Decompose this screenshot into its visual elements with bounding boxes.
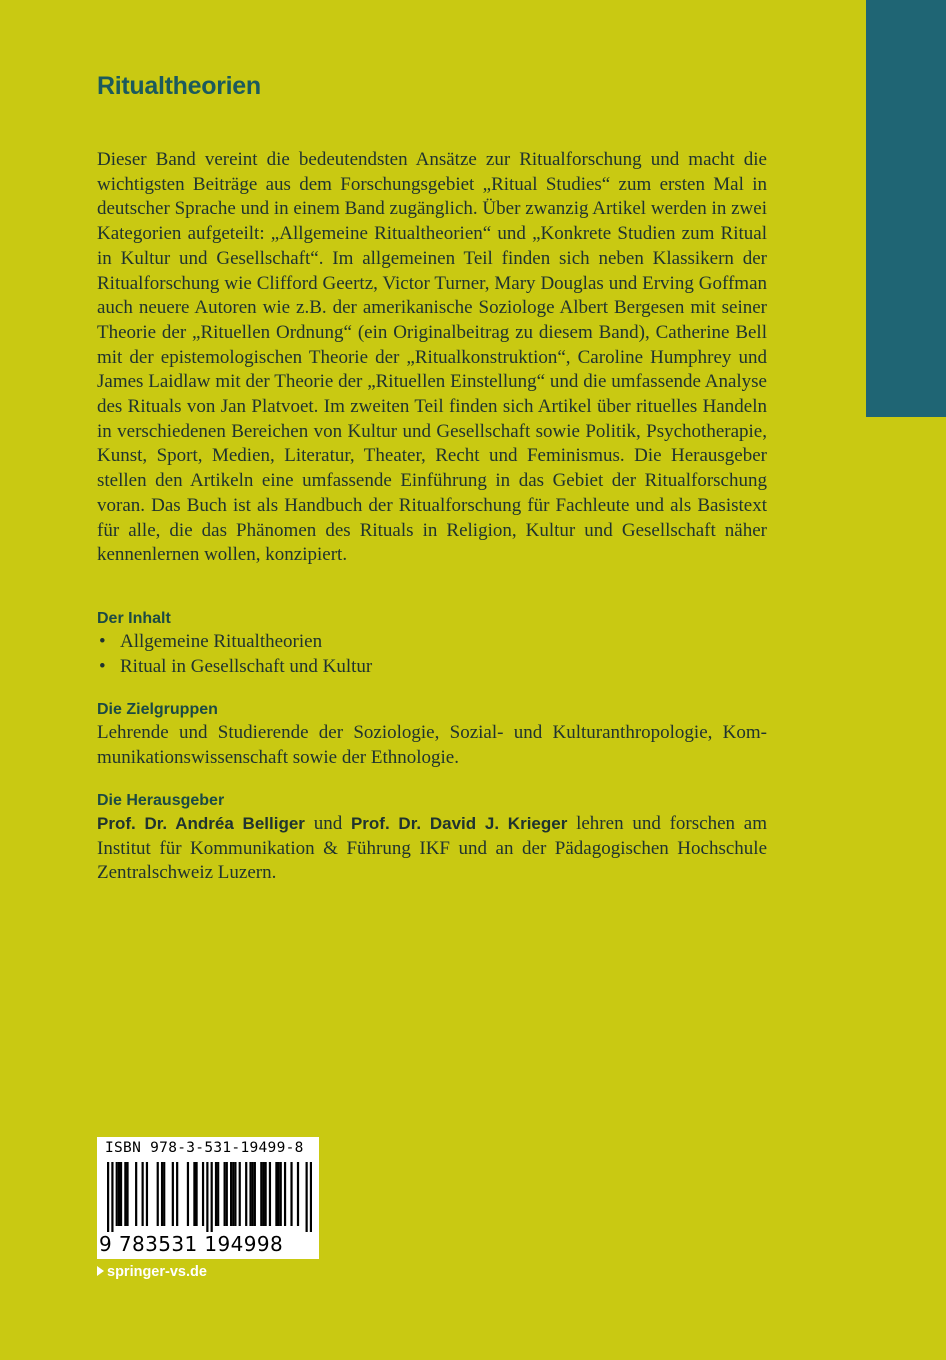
barcode-bar bbox=[269, 1162, 271, 1226]
barcode-bar bbox=[215, 1162, 217, 1226]
barcode-bar bbox=[202, 1162, 204, 1226]
contents-section bbox=[97, 610, 767, 679]
barcode-bar bbox=[146, 1162, 148, 1226]
contents-list bbox=[97, 630, 767, 679]
bullet-icon: • bbox=[99, 631, 106, 652]
barcode-bar bbox=[111, 1162, 113, 1232]
arrow-right-icon bbox=[97, 1266, 104, 1276]
barcode-bar bbox=[124, 1162, 126, 1226]
barcode-bar bbox=[172, 1162, 174, 1226]
barcode-bar bbox=[234, 1162, 236, 1226]
bullet-icon: • bbox=[99, 655, 106, 677]
barcode-bar bbox=[176, 1162, 178, 1226]
barcode-bar bbox=[284, 1162, 286, 1226]
barcode-bar bbox=[187, 1162, 189, 1226]
barcode-bar bbox=[224, 1162, 226, 1226]
barcode-bar bbox=[232, 1162, 234, 1226]
barcode-bar bbox=[280, 1162, 282, 1226]
publisher-link[interactable]: springer-vs.de bbox=[97, 1264, 207, 1280]
audience-section bbox=[97, 701, 767, 770]
barcode-bar bbox=[226, 1162, 228, 1226]
barcode-bar bbox=[249, 1162, 251, 1226]
barcode-bar bbox=[265, 1162, 267, 1226]
barcode-bar bbox=[126, 1162, 128, 1226]
barcode-bar bbox=[254, 1162, 256, 1226]
book-title: Ritualtheorien bbox=[97, 72, 261, 100]
barcode-bar bbox=[211, 1162, 213, 1232]
editors-section bbox=[97, 792, 767, 886]
barcode-bar bbox=[306, 1162, 308, 1232]
barcode-bar bbox=[230, 1162, 232, 1226]
editors-heading: Die Herausgeber bbox=[97, 792, 225, 809]
barcode-bar bbox=[135, 1162, 137, 1226]
barcode-bar bbox=[193, 1162, 195, 1226]
isbn-barcode-box bbox=[97, 1137, 319, 1259]
barcode-bar bbox=[195, 1162, 197, 1226]
barcode-bar bbox=[116, 1162, 118, 1226]
list-item: • Ritual in Gesellschaft und Kultur bbox=[97, 655, 767, 680]
barcode-bar bbox=[262, 1162, 264, 1226]
barcode-bar bbox=[157, 1162, 159, 1226]
barcode-bar bbox=[142, 1162, 144, 1226]
barcode-digits: 9 783531 194998 bbox=[99, 1232, 284, 1256]
barcode-bar bbox=[275, 1162, 277, 1226]
barcode-bar bbox=[260, 1162, 262, 1226]
barcode-bar bbox=[245, 1162, 247, 1226]
editor-name: Prof. Dr. Andréa Belliger bbox=[97, 814, 305, 833]
book-description: Dieser Band vereint die bedeutendsten Ansätze zur Ritualforschung und macht die wichtigsten Beiträge aus dem Forschungsgebiet „Ritual Studies“ zum ersten Mal in deutscher Sprache und in einem Band zugänglich. Über zwanzig Artikel werden in zwei Kategorien aufgeteilt: „Allgemeine Ritualtheorien“ und „Konkrete Studien zum Ritual in Kultur und Gesellschaft“. Im allgemeinen Teil finden sich neben Klassikern der Ritualforschung wie Clifford Geertz, Victor Turner, Mary Douglas und Erving Goffman auch neuere Autoren wie z.B. der amerikanische Soziologe Albert Bergesen mit seiner Theorie der „Rituellen Ordnung“ (ein Originalbeitrag zu diesem Band), Catherine Bell mit der epistemologischen Theorie der „Ritualkonstruktion“, Caroline Humphrey und James Laidlaw mit der Theorie der „Rituellen Einstellung“ und die umfassende Analyse des Rituals von Jan Platvoet. Im zweiten Teil finden sich Artikel über rituelles Handeln in verschiedenen Bereichen von Kultur und Gesellschaft sowie Politik, Psychotherapie, Kunst, Sport, Medien, Literatur, Theater, Recht und Feminismus. Die Herausgeber stellen den Artikeln eine umfassende Einführung in das Gebiet der Ritualforschung voran. Das Buch ist als Handbuch der Ritualforschung für Fachleute und als Basistext für alle, die das Phänomen des Rituals in Religion, Kultur und Gesellschaft näher kennenlernen wollen, konzipiert. bbox=[97, 149, 767, 566]
editors-text: Prof. Dr. Andréa Belliger und Prof. Dr. David J. Krieger lehren und forschen am Institut für Kommunikation & Führung IKF und an der Pädagogischen Hochschule Zentralschweiz Luzern. bbox=[97, 813, 767, 884]
barcode-bar bbox=[120, 1162, 122, 1226]
barcode-bar bbox=[161, 1162, 163, 1226]
barcode-bar bbox=[297, 1162, 299, 1226]
barcode-bar bbox=[217, 1162, 219, 1226]
list-item: • Allgemeine Ritualtheorien bbox=[97, 630, 767, 655]
barcode-bar bbox=[206, 1162, 208, 1232]
contents-heading: Der Inhalt bbox=[97, 610, 171, 627]
barcode-bar bbox=[239, 1162, 241, 1226]
audience-text: Lehrende und Studierende der Soziologie, Sozial- und Kulturanthropologie, Kommunikationswissenschaft sowie der Ethnologie. bbox=[97, 722, 767, 768]
audience-heading: Die Zielgruppen bbox=[97, 701, 218, 718]
barcode-icon bbox=[107, 1162, 312, 1232]
barcode-bar bbox=[290, 1162, 292, 1226]
barcode-bar bbox=[118, 1162, 120, 1226]
barcode-bar bbox=[107, 1162, 109, 1232]
editor-name: Prof. Dr. David J. Krieger bbox=[350, 814, 568, 833]
barcode-bar bbox=[252, 1162, 254, 1226]
isbn-label: ISBN 978-3-531-19499-8 bbox=[105, 1140, 304, 1156]
barcode-bar bbox=[277, 1162, 279, 1226]
decorative-side-band bbox=[866, 0, 946, 417]
barcode-bar bbox=[310, 1162, 312, 1232]
barcode-bar bbox=[163, 1162, 165, 1226]
